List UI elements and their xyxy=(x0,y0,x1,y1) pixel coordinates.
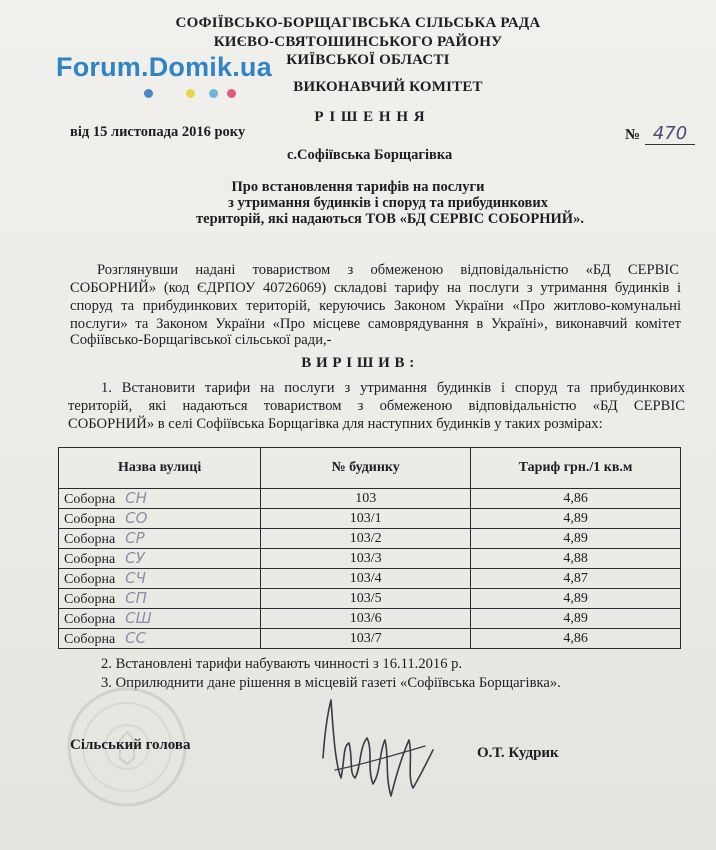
decided-heading: В И Р І Ш И В : xyxy=(301,355,415,371)
decision-date: від 15 листопада 2016 року xyxy=(70,124,246,140)
title-line-1: Про встановлення тарифів на послуги xyxy=(231,179,485,195)
column-header-house-number: № будинку xyxy=(261,448,471,489)
street-cell xyxy=(59,589,261,609)
item-2: 2. Встановлені тарифи набувають чинності з 16.11.2016 р. xyxy=(101,656,463,672)
tariff-cell: 4,87 xyxy=(471,569,681,589)
number-label: № xyxy=(625,127,641,143)
preamble-line-1: Розглянувши надані товариством з обмеженою відповідальністю «БД СЕРВІС xyxy=(97,262,679,278)
house-number-cell: 103/3 xyxy=(261,549,471,569)
item-1-line-1: 1. Встановити тарифи на послуги з утримання будинків і споруд та прибудинкових xyxy=(101,380,685,396)
handwritten-note: СШ xyxy=(125,609,152,627)
tariff-cell: 4,89 xyxy=(471,509,681,529)
watermark-dot-yellow xyxy=(186,89,195,98)
table-row xyxy=(59,589,681,609)
table-row xyxy=(59,489,681,509)
tariff-cell: 4,88 xyxy=(471,549,681,569)
item-1-line-3: СОБОРНИЙ» в селі Софіївська Борщагівка для наступних будинків у таких розмірах: xyxy=(68,416,603,432)
handwritten-signature-icon xyxy=(315,688,445,808)
street-cell xyxy=(59,489,261,509)
handwritten-note: СО xyxy=(125,509,148,527)
region-name: КИЇВСЬКОЇ ОБЛАСТІ xyxy=(286,52,450,68)
house-number-cell: 103/6 xyxy=(261,609,471,629)
tariff-cell: 4,86 xyxy=(471,489,681,509)
handwritten-note: СП xyxy=(125,589,147,607)
handwritten-note: СН xyxy=(125,489,147,507)
tariff-cell: 4,89 xyxy=(471,589,681,609)
handwritten-note: СЧ xyxy=(125,569,146,587)
column-header-tariff: Тариф грн./1 кв.м xyxy=(471,448,681,489)
street-cell xyxy=(59,509,261,529)
table-header-row xyxy=(59,448,681,489)
preamble-line-3: споруд та прибудинкових територій, керуючись Законом України «Про житлово-комунальні xyxy=(70,298,681,314)
council-name: СОФІЇВСЬКО-БОРЩАГІВСЬКА СІЛЬСЬКА РАДА xyxy=(175,15,541,31)
table-row xyxy=(59,629,681,649)
house-number-cell: 103/7 xyxy=(261,629,471,649)
forum-watermark: Forum.Domik.ua xyxy=(56,52,272,82)
title-line-2: з утримання будинків і споруд та прибудинкових xyxy=(228,195,548,211)
document-type: Р І Ш Е Н Н Я xyxy=(314,109,426,125)
item-3: 3. Оприлюднити дане рішення в місцевій газеті «Софіївська Борщагівка». xyxy=(101,675,561,691)
street-cell xyxy=(59,569,261,589)
table-row xyxy=(59,549,681,569)
street-name: Соборна xyxy=(64,592,116,607)
district-name: КИЄВО-СВЯТОШИНСЬКОГО РАЙОНУ xyxy=(213,34,503,50)
watermark-dot-blue xyxy=(144,89,153,98)
street-name: Соборна xyxy=(64,492,116,507)
watermark-dot-pink xyxy=(227,89,236,98)
street-cell xyxy=(59,609,261,629)
house-number-cell: 103/4 xyxy=(261,569,471,589)
tariff-cell: 4,89 xyxy=(471,609,681,629)
executive-committee: ВИКОНАВЧИЙ КОМІТЕТ xyxy=(293,79,483,95)
street-cell xyxy=(59,529,261,549)
street-cell xyxy=(59,629,261,649)
house-number-cell: 103/1 xyxy=(261,509,471,529)
preamble-line-5: Софіївсько-Борщагівської сільської ради,- xyxy=(70,332,332,348)
house-number-cell: 103/5 xyxy=(261,589,471,609)
table-row xyxy=(59,529,681,549)
signatory-name: О.Т. Кудрик xyxy=(477,745,559,761)
street-name: Соборна xyxy=(64,612,116,627)
house-number-cell: 103 xyxy=(261,489,471,509)
handwritten-note: СУ xyxy=(125,549,145,567)
table-row xyxy=(59,609,681,629)
place-name: с.Софіївська Борщагівка xyxy=(287,147,453,163)
title-line-3: територій, які надаються ТОВ «БД СЕРВІС СОБОРНИЙ». xyxy=(196,211,584,227)
preamble-line-2: СОБОРНИЙ» (код ЄДРПОУ 40726069) складові тарифу на послуги з утримання будинків і xyxy=(70,280,681,296)
street-name: Соборна xyxy=(64,532,116,547)
column-header-street: Назва вулиці xyxy=(59,448,261,489)
table-row xyxy=(59,509,681,529)
item-1-line-2: територій, які надаються товариством з обмеженою відповідальністю «БД СЕРВІС xyxy=(68,398,685,414)
watermark-dot-cyan xyxy=(209,89,218,98)
street-name: Соборна xyxy=(64,512,116,527)
tariff-cell: 4,89 xyxy=(471,529,681,549)
street-name: Соборна xyxy=(64,552,116,567)
tariffs-table xyxy=(58,447,681,649)
table-row xyxy=(59,569,681,589)
tariff-cell: 4,86 xyxy=(471,629,681,649)
street-name: Соборна xyxy=(64,632,116,647)
signatory-role: Сільський голова xyxy=(70,737,191,753)
preamble-line-4: послуги» та Законом України «Про місцеве самоврядування в Україні», виконавчий комітет xyxy=(70,316,681,332)
handwritten-note: СР xyxy=(125,529,145,547)
street-cell xyxy=(59,549,261,569)
decision-number: 470 xyxy=(645,123,695,145)
handwritten-note: СС xyxy=(125,629,147,647)
street-name: Соборна xyxy=(64,572,116,587)
house-number-cell: 103/2 xyxy=(261,529,471,549)
